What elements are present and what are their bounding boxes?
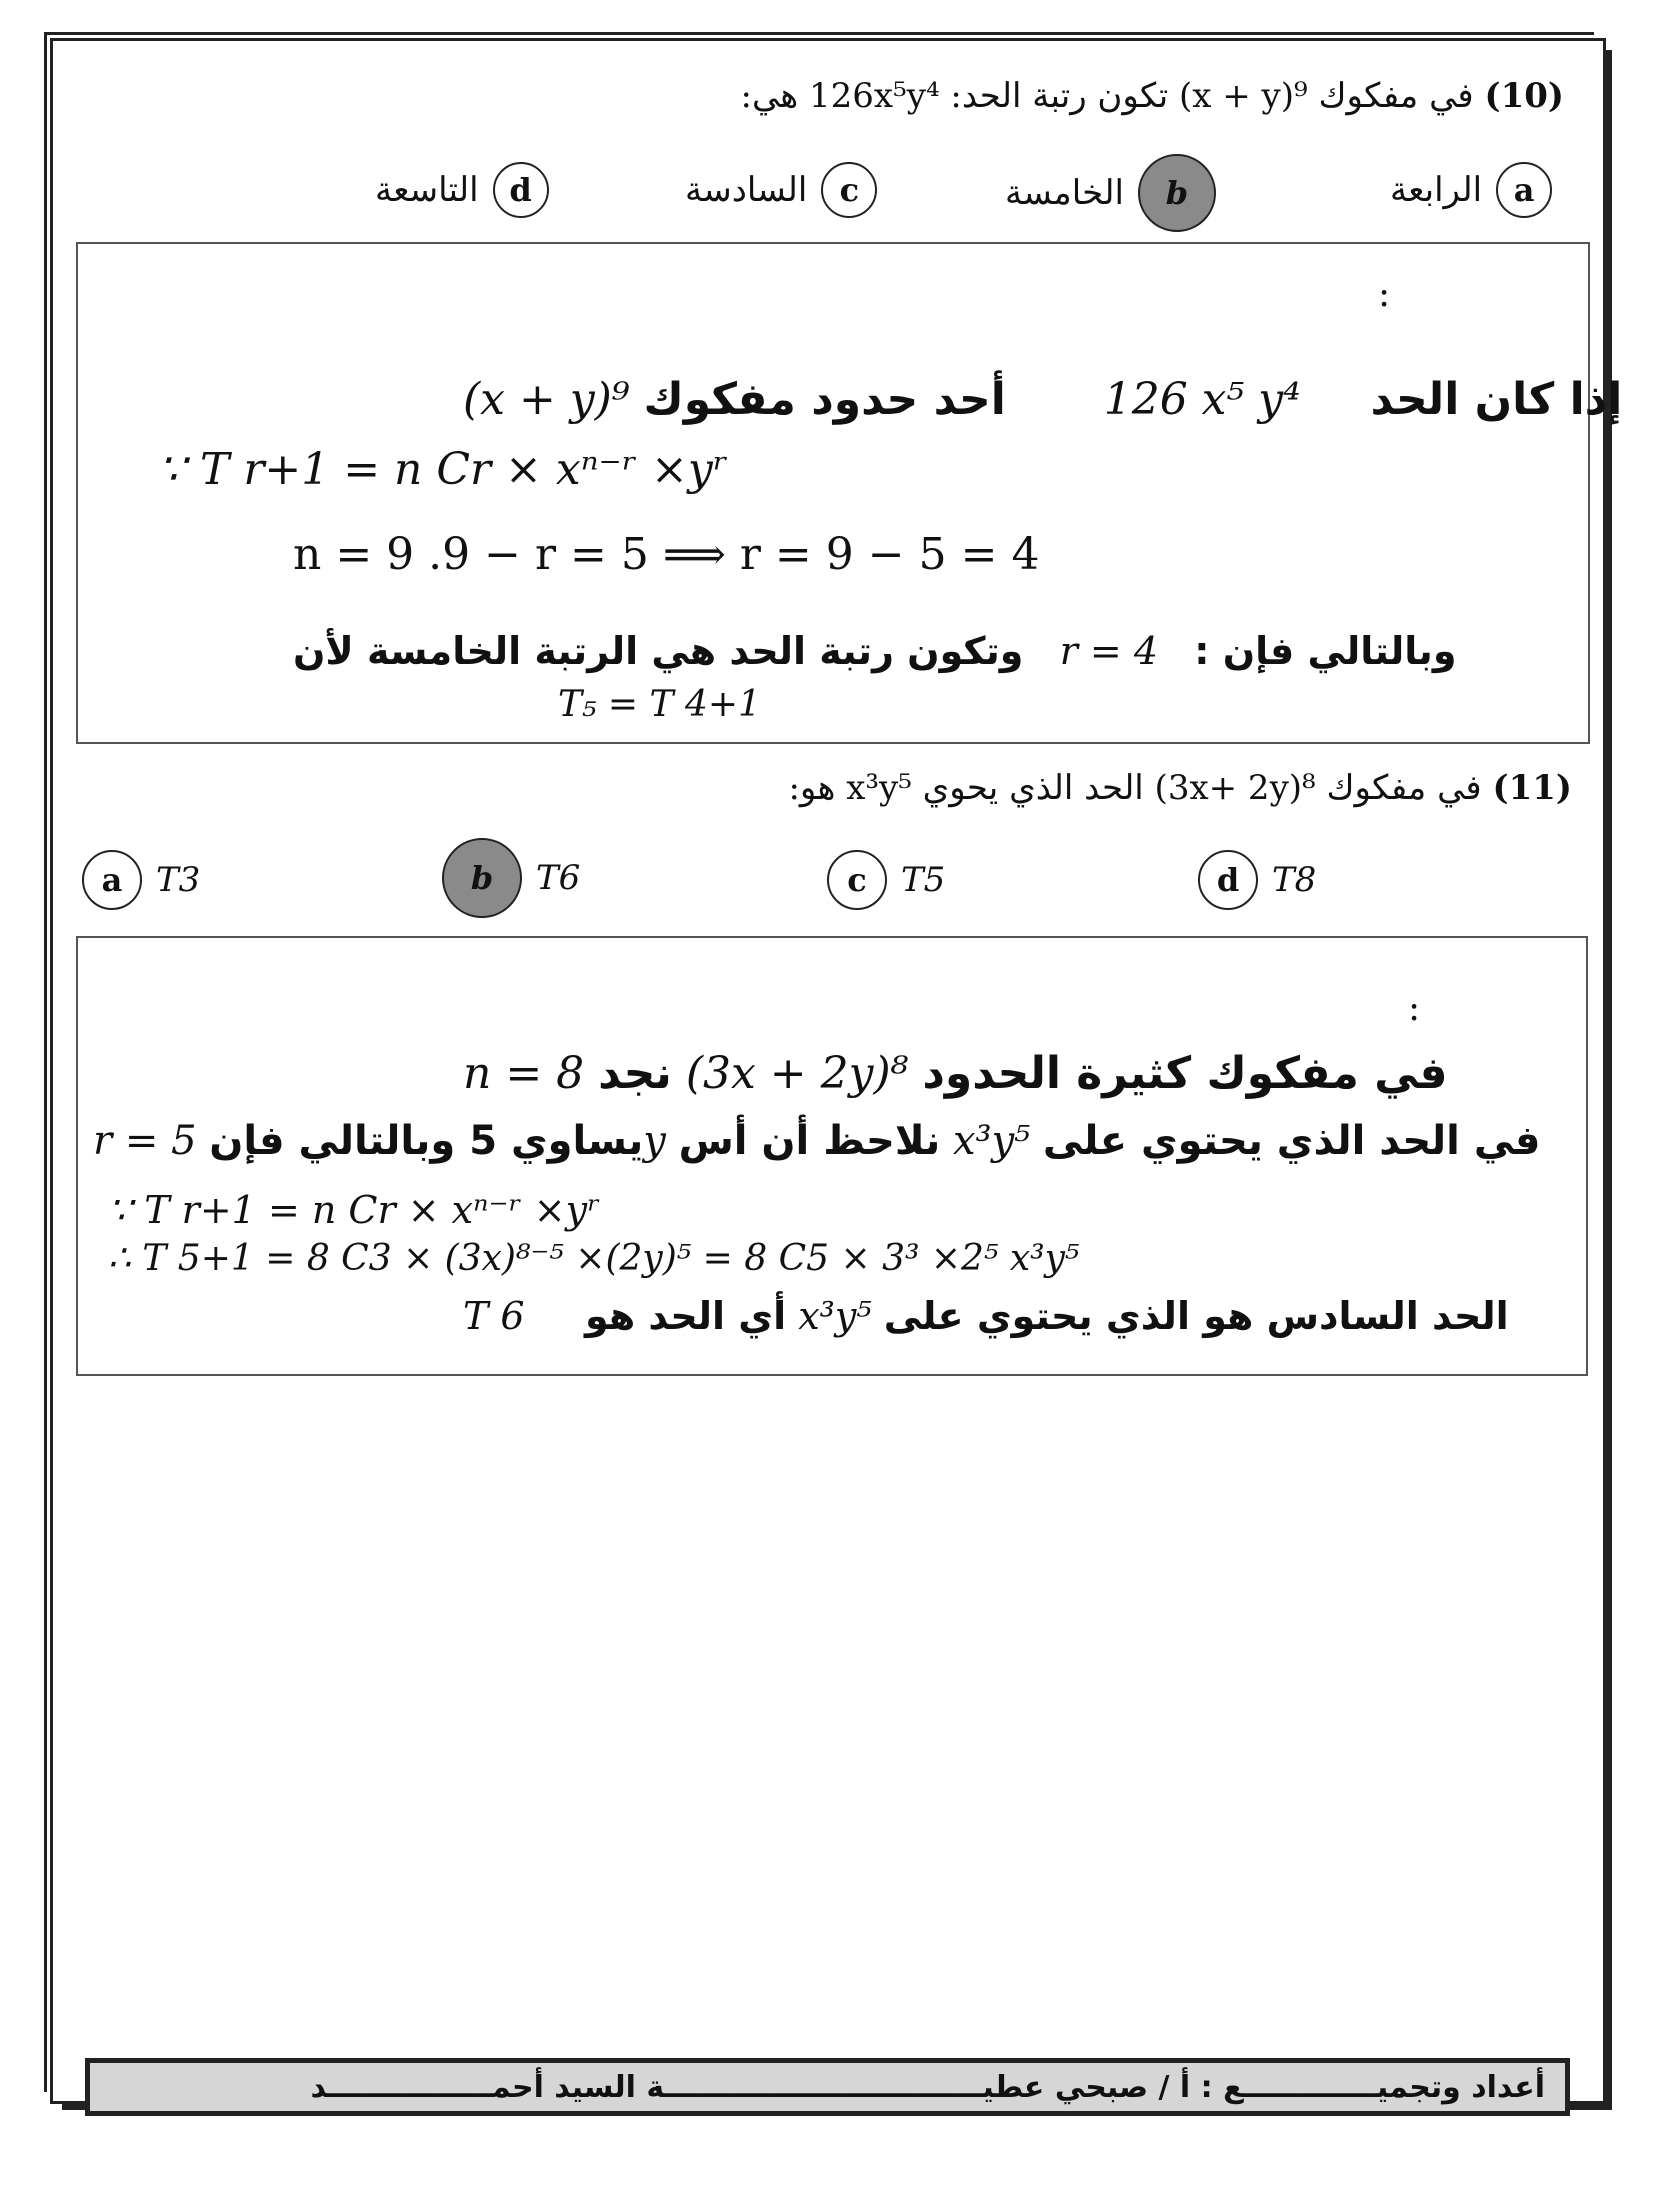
text-ar: وتكون رتبة الحد هي الرتبة الخامسة لأن — [293, 629, 1024, 673]
solution-line-4 — [293, 629, 1456, 673]
option-circle[interactable]: c — [821, 162, 877, 218]
solution-line-5: T₅ = T 4+1 — [558, 684, 761, 725]
question-text: في مفكوك ⁸(3x+ 2y) الحد الذي يحوي x³y⁵ هو: — [788, 768, 1482, 808]
text-ar: وبالتالي فإن : — [1194, 629, 1457, 673]
q11-solution-box — [76, 936, 1588, 1376]
math-expr: r = 5 — [93, 1118, 197, 1164]
option-label: T3 — [156, 860, 201, 900]
option-label: T5 — [901, 860, 946, 900]
q10-options — [0, 160, 1654, 230]
question-number: (11) — [1492, 768, 1572, 808]
option-label: T6 — [536, 858, 581, 898]
option-b[interactable] — [442, 838, 580, 918]
math-expr: r = 4 — [1059, 629, 1159, 673]
math-term: x³y⁵ — [798, 1294, 872, 1338]
option-a[interactable] — [82, 850, 200, 910]
solution-line-1 — [463, 374, 1622, 425]
footer-credit — [85, 2058, 1570, 2116]
math-expr: (x + y)⁹ — [463, 374, 630, 425]
question-number: (10) — [1484, 76, 1564, 116]
solution-colon: : — [1378, 274, 1391, 315]
solution-line-4: ∴ T 5+1 = 8 C3 × (3x)⁸⁻⁵ ×(2y)⁵ = 8 C5 × 3³ ×2⁵ x³y⁵ — [108, 1238, 1080, 1279]
solution-line-2: ∵ T r+1 = n Cr × xⁿ⁻ʳ ×yʳ — [158, 444, 729, 495]
q11-options — [0, 850, 1654, 930]
question-10 — [741, 76, 1565, 116]
option-d[interactable] — [1198, 850, 1316, 910]
option-circle[interactable]: a — [1496, 162, 1552, 218]
option-b[interactable] — [1005, 154, 1216, 232]
math-expr: T 6 — [463, 1294, 525, 1338]
option-d[interactable] — [375, 162, 549, 218]
solution-line-3: n = 9 .9 − r = 5 ⟹ r = 9 − 5 = 4 — [293, 529, 1040, 580]
math-term: 126 x⁵ y⁴ — [1103, 374, 1301, 425]
text-ar: نلاحظ أن أس — [678, 1118, 941, 1164]
solution-line-1 — [463, 1048, 1448, 1099]
option-a[interactable] — [1390, 162, 1552, 218]
option-c[interactable] — [685, 162, 877, 218]
math-expr: n = 8 — [463, 1048, 585, 1099]
option-label: التاسعة — [375, 170, 479, 210]
option-label: السادسة — [685, 170, 808, 210]
solution-colon: : — [1408, 988, 1421, 1029]
math-term: x³y⁵ — [952, 1118, 1031, 1164]
math-expr: (3x + 2y)⁸ — [685, 1048, 909, 1099]
text-ar: في مفكوك كثيرة الحدود — [922, 1048, 1448, 1099]
text-ar: يساوي 5 وبالتالي فإن — [209, 1118, 644, 1164]
option-circle[interactable]: a — [82, 850, 142, 910]
text-ar: في الحد الذي يحتوي على — [1042, 1118, 1541, 1164]
text-ar: أي الحد هو — [585, 1294, 787, 1338]
math-var: y — [643, 1118, 666, 1164]
option-circle[interactable]: c — [827, 850, 887, 910]
text-ar: نجد — [598, 1048, 672, 1099]
option-circle[interactable]: d — [1198, 850, 1258, 910]
option-circle-selected[interactable]: b — [1138, 154, 1216, 232]
solution-line-5 — [463, 1294, 1509, 1338]
question-11 — [788, 768, 1572, 808]
option-circle[interactable]: d — [493, 162, 549, 218]
option-label: الخامسة — [1005, 173, 1124, 213]
text-ar: أحد حدود مفكوك — [643, 374, 1006, 425]
option-circle-selected[interactable]: b — [442, 838, 522, 918]
option-label: T8 — [1272, 860, 1317, 900]
footer-text: أعداد وتجميـــــــــــــع : أ / صبحي عطيـــــــــــــــــــــــــــــــة السيد أحمــــــــــــــــد — [310, 2069, 1545, 2105]
option-label: الرابعة — [1390, 170, 1483, 210]
question-text: في مفكوك ⁹(x + y) تكون رتبة الحد: 126x⁵y⁴ هي: — [740, 76, 1474, 116]
solution-line-3: ∵ T r+1 = n Cr × xⁿ⁻ʳ ×yʳ — [108, 1188, 601, 1232]
text-ar: إذا كان الحد — [1370, 374, 1623, 425]
text-ar: الحد السادس هو الذي يحتوي على — [883, 1294, 1509, 1338]
q10-solution-box — [76, 242, 1623, 744]
solution-line-2 — [93, 1118, 1540, 1164]
option-c[interactable] — [827, 850, 945, 910]
